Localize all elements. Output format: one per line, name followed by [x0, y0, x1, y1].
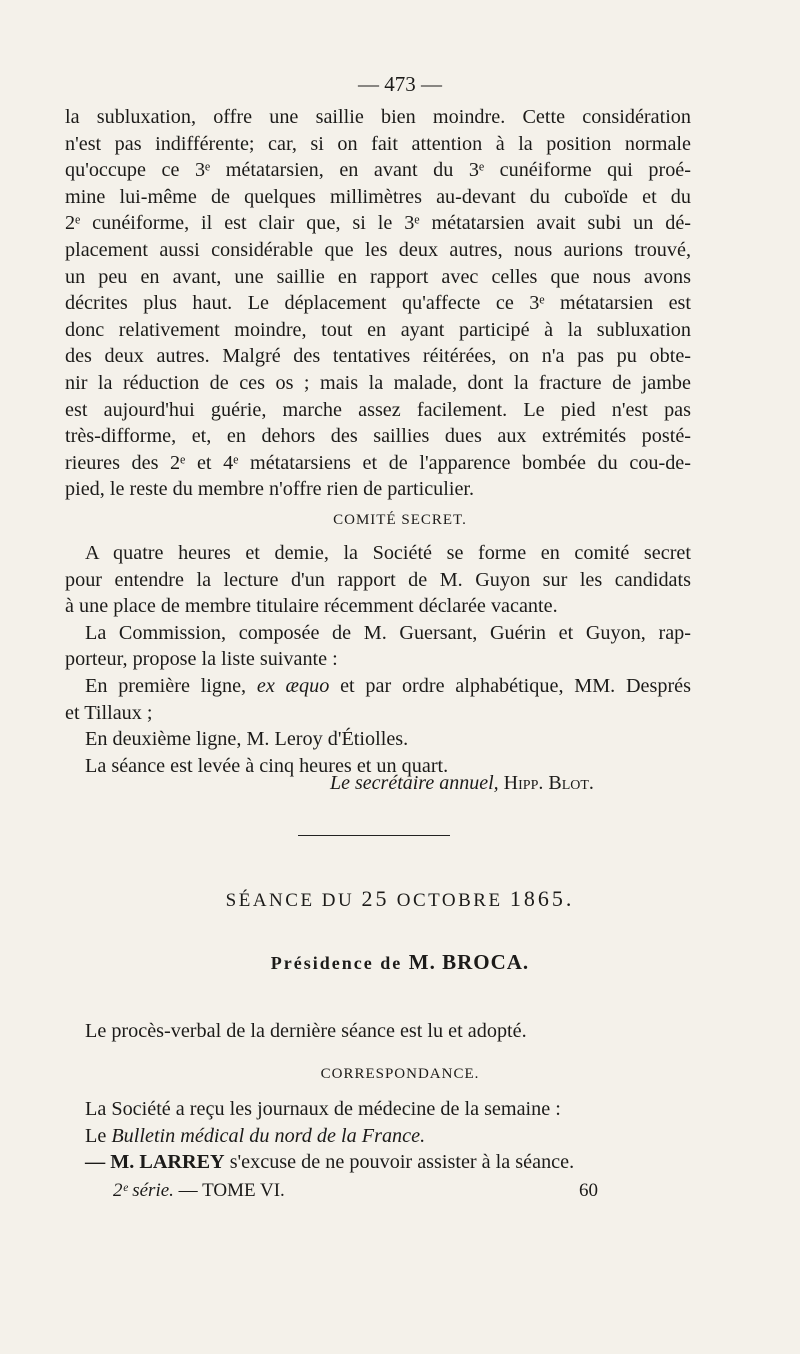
paragraph-correspondance [65, 1096, 691, 1176]
paragraph-proces-verbal [65, 1018, 691, 1045]
text-line: des deux autres. Malgré des tentatives réitérées, on n'a pas pu obte- [65, 345, 691, 368]
larrey-text: s'excuse de ne pouvoir assister à la séance. [224, 1151, 575, 1174]
text-line: rieures des 2ᵉ et 4ᵉ métatarsiens et de l'apparence bombée du cou-de- [65, 451, 691, 474]
text-line: A quatre heures et demie, la Société se forme en comité secret [85, 542, 691, 564]
seance-prefix: SÉANCE DU [225, 890, 362, 911]
tome-label: — TOME VI. [178, 1180, 285, 1201]
text-line: à une place de membre titulaire récemment déclarée vacante. [65, 595, 558, 618]
list-first-line-label: En première ligne, [85, 674, 257, 697]
paragraph-subluxation [65, 104, 691, 503]
text-line: pour entendre la lecture d'un rapport de M. Guyon sur les candidats [65, 568, 691, 591]
page-footer [113, 1180, 598, 1202]
text-line: qu'occupe ce 3ᵉ métatarsien, en avant du 3ᵉ cunéiforme qui proé- [65, 159, 691, 182]
text-line: et Tillaux ; [65, 701, 153, 724]
text-line: très-difforme, et, en dehors des saillies dues aux extrémités posté- [65, 425, 691, 448]
text-line: la subluxation, offre une saillie bien moindre. Cette considération [65, 106, 691, 128]
presidence-heading [0, 950, 800, 975]
text-line: donc relativement moindre, tout en ayant participé à la subluxation [65, 318, 691, 341]
text-line: décrites plus haut. Le déplacement qu'affecte ce 3ᵉ métatarsien est [65, 292, 691, 315]
latin-phrase: ex æquo [256, 674, 330, 697]
presidence-prefix: Présidence de [270, 953, 409, 973]
seance-heading [0, 886, 800, 912]
footer-series [113, 1180, 285, 1202]
text-line: Le procès-verbal de la dernière séance est lu et adopté. [85, 1020, 527, 1042]
signature-mark: 60 [579, 1180, 598, 1201]
text-line: En deuxième ligne, M. Leroy d'Étiolles. [85, 728, 409, 751]
signature-role: Le secrétaire annuel, [330, 772, 499, 794]
page-number: — 473 — [358, 72, 442, 96]
seance-year: 1865. [509, 886, 575, 911]
paragraph-comite-secret [65, 540, 691, 779]
section-heading-correspondance: CORRESPONDANCE. [320, 1066, 480, 1082]
text-line: porteur, propose la liste suivante : [65, 648, 338, 671]
text-line [65, 1149, 691, 1176]
text-line: La Commission, composée de M. Guersant, Guérin et Guyon, rap- [85, 621, 691, 644]
bulletin-title: Bulletin médical du nord de la France. [111, 1124, 426, 1147]
text-line: La Société a reçu les journaux de médecine de la semaine : [85, 1098, 561, 1120]
text-line: n'est pas indifférente; car, si on fait attention à la position normale [65, 132, 691, 155]
text-line: mine lui-même de quelques millimètres au-devant du cuboïde et du [65, 185, 691, 208]
series-label: 2ᵉ série. [113, 1180, 174, 1201]
text-line: un peu en avant, une saillie en rapport avec celles que nous avons [65, 265, 691, 288]
bulletin-prefix: Le [85, 1124, 112, 1147]
president-name: M. BROCA. [408, 950, 530, 974]
list-first-line-rest: et par ordre alphabétique, MM. Després [329, 674, 691, 697]
text-line [65, 1123, 691, 1150]
seance-day: 25 [361, 886, 390, 911]
text-line: La séance est levée à cinq heures et un quart. [85, 754, 449, 777]
section-divider [298, 835, 450, 836]
signature-name: Hipp. Blot. [503, 772, 594, 794]
text-line: placement aussi considérable que les deux autres, nous aurions trouvé, [65, 238, 691, 261]
section-heading-comite-secret: COMITÉ SECRET. [333, 512, 467, 528]
text-line: 2ᵉ cunéiforme, il est clair que, si le 3ᵉ métatarsien avait subi un dé- [65, 212, 691, 235]
signature-line [330, 772, 690, 795]
text-line: pied, le reste du membre n'offre rien de particulier. [65, 478, 475, 501]
larrey-name: — M. LARREY [85, 1151, 225, 1174]
text-line [65, 673, 691, 700]
text-line: est aujourd'hui guérie, marche assez facilement. Le pied n'est pas [65, 398, 691, 421]
text-line: nir la réduction de ces os ; mais la malade, dont la fracture de jambe [65, 371, 691, 394]
seance-month: OCTOBRE [389, 890, 510, 911]
